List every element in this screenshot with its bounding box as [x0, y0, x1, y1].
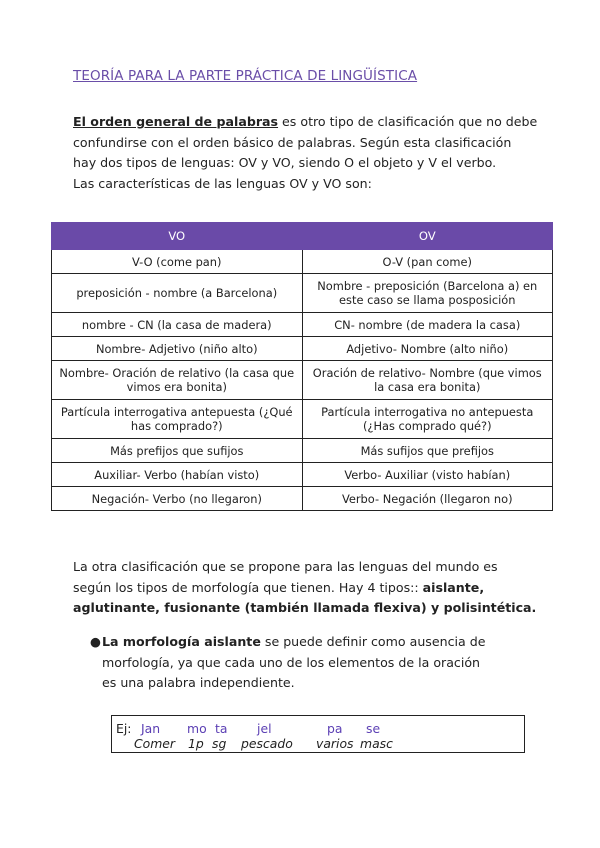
table-row	[52, 400, 553, 439]
table-row	[52, 463, 553, 487]
table-row	[52, 487, 553, 511]
cell-ov: Adjetivo- Nombre (alto niño)	[302, 337, 553, 361]
morph-line3-bold: aglutinante, fusionante (también llamada flexiva) y polisintética.	[73, 600, 537, 615]
example-word: pa	[327, 721, 343, 736]
cell-ov: O-V (pan come)	[302, 250, 553, 274]
cell-vo: Nombre- Oración de relativo (la casa que vimos era bonita)	[52, 361, 303, 400]
example-gloss: Comer	[134, 736, 176, 751]
example-label: Ej:	[116, 721, 132, 736]
example-word: ta	[215, 721, 228, 736]
example-word: mo	[187, 721, 207, 736]
table-row	[52, 313, 553, 337]
cell-ov: Partícula interrogativa no antepuesta (¿Has comprado qué?)	[302, 400, 553, 439]
header-vo: VO	[52, 223, 303, 250]
intro-line4: Las características de las lenguas OV y VO son:	[73, 175, 372, 191]
bullet-rest1: se puede definir como ausencia de	[260, 634, 486, 649]
cell-vo: Más prefijos que sufijos	[52, 439, 303, 463]
bullet-isolating	[92, 632, 512, 694]
example-word: se	[366, 721, 381, 736]
cell-ov: CN- nombre (de madera la casa)	[302, 313, 553, 337]
intro-paragraph	[73, 112, 543, 194]
cell-vo: V-O (come pan)	[52, 250, 303, 274]
cell-vo: preposición - nombre (a Barcelona)	[52, 274, 303, 313]
cell-ov: Nombre - preposición (Barcelona a) en este caso se llama posposición	[302, 274, 553, 313]
table-row	[52, 250, 553, 274]
cell-ov: Más sufijos que prefijos	[302, 439, 553, 463]
cell-ov: Oración de relativo- Nombre (que vimos la casa era bonita)	[302, 361, 553, 400]
intro-bold-term: El orden general de palabras	[73, 114, 279, 129]
example-gloss: 1p	[188, 736, 204, 751]
example-gloss: sg	[212, 736, 227, 751]
intro-line2: confundirse con el orden básico de palabras. Según esta clasificación	[73, 134, 512, 150]
vo-ov-table	[51, 222, 553, 511]
header-ov: OV	[302, 223, 553, 250]
morphology-paragraph	[73, 557, 543, 619]
example-word: Jan	[141, 721, 161, 736]
cell-vo: Negación- Verbo (no llegaron)	[52, 487, 303, 511]
intro-line3: hay dos tipos de lenguas: OV y VO, siendo O el objeto y V el verbo.	[73, 155, 497, 170]
cell-ov: Verbo- Auxiliar (visto habían)	[302, 463, 553, 487]
table-row	[52, 337, 553, 361]
example-word: jel	[257, 721, 272, 736]
cell-vo: nombre - CN (la casa de madera)	[52, 313, 303, 337]
table-header-row	[52, 223, 553, 250]
table-row	[52, 361, 553, 400]
bullet-text	[92, 632, 512, 653]
cell-vo: Partícula interrogativa antepuesta (¿Qué has comprado?)	[52, 400, 303, 439]
cell-vo: Nombre- Adjetivo (niño alto)	[52, 337, 303, 361]
page-title: TEORÍA PARA LA PARTE PRÁCTICA DE LINGÜÍSTICA	[73, 68, 418, 84]
cell-ov: Verbo- Negación (llegaron no)	[302, 487, 553, 511]
bullet-bold: La morfología aislante	[102, 634, 261, 649]
bullet-dot-icon: ●	[90, 634, 101, 649]
table-row	[52, 274, 553, 313]
morph-line2-bold: aislante,	[422, 579, 485, 595]
bullet-line2: morfología, ya que cada uno de los elementos de la oración	[102, 654, 481, 670]
example-gloss: pescado	[241, 736, 293, 751]
table-row	[52, 439, 553, 463]
example-gloss: masc	[360, 736, 393, 751]
morph-line2-plain: según los tipos de morfología que tienen. Hay 4 tipos::	[73, 579, 423, 595]
example-gloss: varios	[316, 736, 354, 751]
bullet-line3: es una palabra independiente.	[102, 675, 295, 690]
cell-vo: Auxiliar- Verbo (habían visto)	[52, 463, 303, 487]
example-box	[111, 715, 525, 753]
intro-line1-rest: es otro tipo de clasificación que no debe	[278, 114, 538, 129]
morph-line1: La otra clasificación que se propone para las lenguas del mundo es	[73, 559, 498, 574]
